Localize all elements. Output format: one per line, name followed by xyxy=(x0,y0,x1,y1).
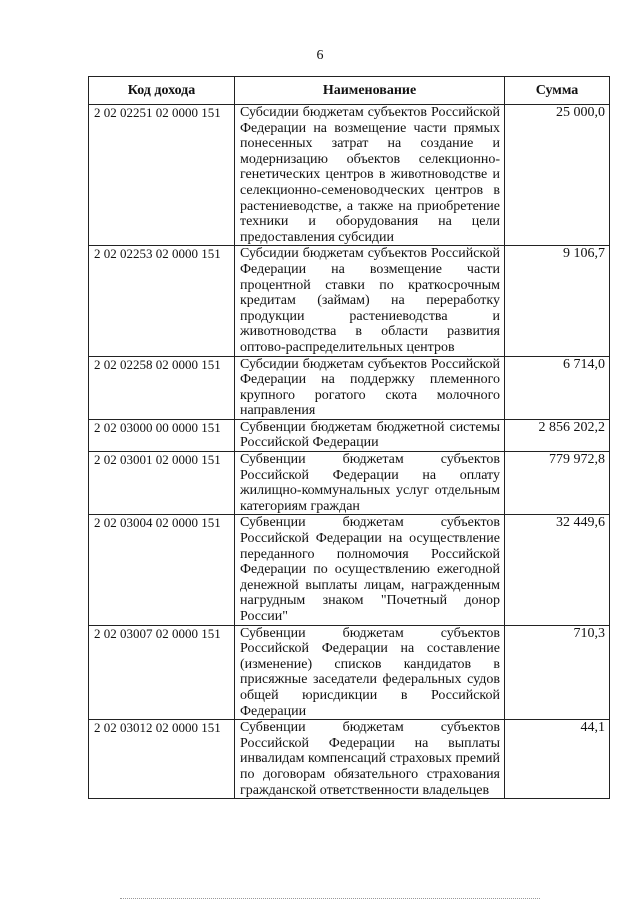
income-code: 2 02 03001 02 0000 151 xyxy=(89,452,235,515)
income-name: Субвенции бюджетам бюджетной системы Российской Федерации xyxy=(235,419,505,451)
income-name: Субвенции бюджетам субъектов Российской Федерации на осуществление переданного полномочия Российской Федерации по осуществлению ежегодной денежной выплаты лицам, награжденным нагрудным знаком "Почетный донор России" xyxy=(235,515,505,625)
income-sum: 44,1 xyxy=(505,720,610,799)
income-table xyxy=(88,76,610,799)
income-sum: 9 106,7 xyxy=(505,246,610,356)
table-row xyxy=(89,356,610,419)
income-name: Субвенции бюджетам субъектов Российской Федерации на составление (изменение) списков кандидатов в присяжные заседатели федеральных судов общей юрисдикции в Российской Федерации xyxy=(235,625,505,720)
income-code: 2 02 03004 02 0000 151 xyxy=(89,515,235,625)
income-sum: 25 000,0 xyxy=(505,105,610,246)
income-sum: 6 714,0 xyxy=(505,356,610,419)
income-code: 2 02 02251 02 0000 151 xyxy=(89,105,235,246)
income-name: Субсидии бюджетам субъектов Российской Федерации на возмещение части прямых понесенных затрат на создание и модернизацию объектов селекционно-генетических центров в животноводстве и селекционно-семеноводческих центров в растениеводстве, а также на приобретение техники и оборудования на цели предоставления субсидии xyxy=(235,105,505,246)
income-name: Субвенции бюджетам субъектов Российской Федерации на выплаты инвалидам компенсаций страховых премий по договорам обязательного страхования гражданской ответственности владельцев xyxy=(235,720,505,799)
income-code: 2 02 03007 02 0000 151 xyxy=(89,625,235,720)
income-sum: 779 972,8 xyxy=(505,452,610,515)
income-code: 2 02 02253 02 0000 151 xyxy=(89,246,235,356)
income-code: 2 02 02258 02 0000 151 xyxy=(89,356,235,419)
table-row xyxy=(89,625,610,720)
table-header-row xyxy=(89,77,610,105)
table-row xyxy=(89,720,610,799)
income-sum: 710,3 xyxy=(505,625,610,720)
income-sum: 32 449,6 xyxy=(505,515,610,625)
income-name: Субсидии бюджетам субъектов Российской Федерации на поддержку племенного крупного рогатого скота молочного направления xyxy=(235,356,505,419)
header-name: Наименование xyxy=(235,77,505,105)
income-code: 2 02 03012 02 0000 151 xyxy=(89,720,235,799)
table-row xyxy=(89,515,610,625)
income-code: 2 02 03000 00 0000 151 xyxy=(89,419,235,451)
page-number: 6 xyxy=(316,48,324,63)
table-row xyxy=(89,452,610,515)
header-sum: Сумма xyxy=(505,77,610,105)
income-name: Субвенции бюджетам субъектов Российской Федерации на оплату жилищно-коммунальных услуг отдельным категориям граждан xyxy=(235,452,505,515)
income-name: Субсидии бюджетам субъектов Российской Федерации на возмещение части процентной ставки по краткосрочным кредитам (займам) на переработку продукции растениеводства и животноводства в области развития оптово-распределительных центров xyxy=(235,246,505,356)
table-row xyxy=(89,419,610,451)
table-row xyxy=(89,246,610,356)
header-code: Код дохода xyxy=(89,77,235,105)
table-row xyxy=(89,105,610,246)
page-edge-marks xyxy=(120,898,540,901)
income-sum: 2 856 202,2 xyxy=(505,419,610,451)
